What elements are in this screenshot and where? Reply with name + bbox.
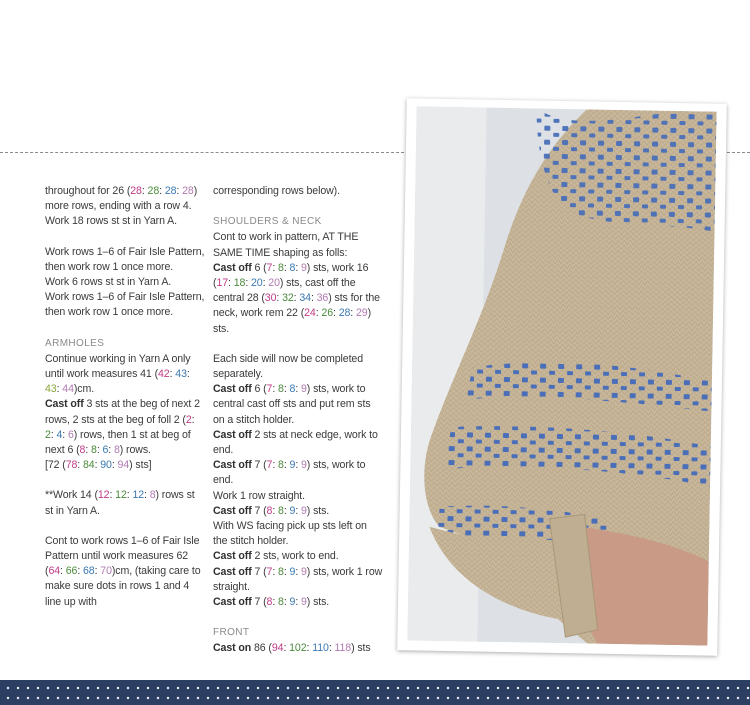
paragraph: [213, 428, 383, 458]
text-run: :: [350, 307, 356, 320]
paragraph: Work 6 rows st st in Yarn A.: [45, 276, 172, 289]
size-value: 70: [100, 565, 112, 578]
size-value: 2: [185, 413, 192, 426]
size-value: 68: [83, 565, 95, 578]
size-value: 9: [289, 504, 296, 517]
size-value: 43: [175, 368, 187, 381]
sweater-illustration: [407, 106, 716, 645]
text-run: :: [62, 428, 68, 441]
text-run: :: [283, 596, 290, 609]
size-value: 28: [147, 185, 160, 197]
size-value: 8: [278, 565, 284, 578]
size-value: 42: [158, 368, 170, 381]
text-run: :: [94, 459, 101, 472]
text-run: ) sts]: [129, 459, 152, 472]
section-heading-shoulders: SHOULDERS & NECK: [213, 216, 322, 228]
text-run: :: [276, 292, 283, 305]
size-value: 8: [266, 596, 273, 609]
size-value: 30: [264, 292, 277, 305]
text-run: ) sts: [351, 642, 371, 655]
size-value: 9: [301, 596, 307, 609]
text-run: ) more rows, ending with a row 4.: [45, 185, 198, 213]
instruction-keyword: Cast off: [213, 596, 252, 609]
text-run: :: [77, 565, 83, 578]
size-value: 7: [266, 261, 273, 274]
text-run: )cm, (taking care to make sure dots in rows 1 and 4 line up with: [45, 565, 201, 608]
text-run: 2 sts, work to end.: [251, 550, 339, 563]
text-run: Continue working in Yarn A only until work measures 41 (: [45, 352, 191, 381]
text-run: ) sts.: [306, 504, 330, 517]
paragraph: [213, 595, 383, 610]
size-value: 6: [102, 444, 109, 457]
paragraph: [45, 534, 205, 610]
text-run: 86 (: [251, 642, 272, 655]
size-value: 12: [97, 489, 110, 502]
size-value: 28: [338, 307, 351, 320]
text-run: ) sts.: [306, 596, 330, 609]
instruction-keyword: Cast off: [213, 504, 252, 517]
size-value: 17: [216, 277, 229, 290]
size-value: 9: [301, 565, 307, 578]
text-run: :: [94, 565, 101, 578]
size-value: 9: [301, 261, 307, 274]
text-run: :: [141, 185, 148, 197]
size-value: 36: [316, 292, 329, 305]
text-run: :: [310, 292, 317, 305]
size-value: 64: [48, 565, 61, 578]
size-value: 8: [79, 444, 86, 457]
text-run: 3 sts at the beg of next 2 rows, 2 sts at the beg of foll 2 (: [45, 398, 200, 426]
instruction-keyword: Cast off: [213, 261, 252, 274]
size-value: 8: [149, 489, 156, 502]
text-run: ) sts.: [213, 307, 371, 335]
instruction-keyword: Cast on: [213, 642, 252, 655]
text-run: ) sts, cast off the central 28 (: [213, 277, 356, 305]
size-value: 12: [132, 489, 145, 502]
size-value: 29: [355, 307, 368, 320]
paragraph: Each side will now be completed separately.: [213, 352, 364, 381]
size-value: 8: [91, 444, 97, 457]
text-run: :: [295, 596, 301, 609]
paragraph: Work 1 row straight.: [213, 489, 305, 502]
text-run: :: [109, 489, 116, 502]
size-value: 8: [278, 261, 284, 274]
size-value: 94: [271, 642, 284, 655]
size-value: 8: [289, 383, 296, 396]
size-value: 34: [299, 292, 311, 305]
size-value: 6: [67, 428, 74, 441]
paragraph: Work rows 1–6 of Fair Isle Pattern, then work row 1 once more.: [45, 245, 205, 273]
size-value: 24: [304, 307, 316, 320]
text-run: :: [272, 504, 279, 517]
text-run: **Work 14 (: [45, 489, 98, 502]
size-value: 7: [266, 383, 273, 396]
text-run: :: [295, 459, 301, 472]
text-run: :: [295, 504, 301, 517]
size-value: 78: [65, 459, 78, 472]
text-run: :: [56, 383, 63, 396]
size-value: 9: [301, 383, 307, 396]
text-run: ) sts, work to end.: [213, 459, 366, 487]
text-run: :: [295, 383, 301, 396]
text-run: [72 (: [45, 459, 66, 472]
size-value: 44: [62, 383, 74, 396]
size-value: 8: [278, 504, 284, 517]
size-value: 4: [56, 428, 63, 441]
size-value: 8: [278, 596, 284, 609]
text-run: :: [283, 642, 290, 655]
size-value: 8: [278, 383, 284, 396]
paragraph: corresponding rows below).: [213, 185, 340, 197]
size-value: 28: [130, 185, 142, 197]
size-value: 9: [289, 459, 296, 472]
size-value: 2: [45, 428, 51, 441]
text-run: :: [295, 261, 301, 274]
size-value: 43: [45, 383, 57, 396]
section-heading-front: FRONT: [213, 627, 250, 639]
text-run: 6 (: [251, 261, 267, 274]
text-run: ) sts, work 1 row straight.: [213, 565, 383, 593]
size-value: 28: [182, 185, 194, 197]
size-value: 28: [164, 185, 177, 197]
text-run: :: [85, 444, 92, 457]
instruction-keyword: Cast off: [213, 565, 252, 578]
text-run: :: [144, 489, 150, 502]
paragraph: [213, 261, 383, 337]
size-value: 8: [113, 444, 120, 457]
paragraph: [213, 549, 383, 564]
text-run: 7 (: [251, 596, 267, 609]
text-run: :: [169, 368, 176, 381]
size-value: 8: [278, 459, 284, 472]
text-run: :: [272, 596, 279, 609]
size-value: 7: [266, 565, 273, 578]
size-value: 32: [282, 292, 294, 305]
text-run: :: [50, 428, 57, 441]
text-run: :: [60, 565, 66, 578]
size-value: 18: [233, 277, 246, 290]
paragraph: [45, 488, 205, 518]
text-run: ) sts, work to central cast off sts and put rem sts on a stitch holder.: [213, 383, 371, 426]
pattern-column-left: [45, 184, 205, 610]
text-run: :: [283, 261, 290, 274]
size-value: 20: [251, 277, 263, 290]
instruction-keyword: Cast off: [213, 459, 252, 472]
size-value: 9: [289, 565, 296, 578]
instruction-keyword: Cast off: [213, 383, 252, 396]
paragraph: With WS facing pick up sts left on the stitch holder.: [213, 520, 367, 548]
text-run: :: [283, 565, 290, 578]
paragraph: [45, 397, 205, 458]
text-run: :: [283, 459, 290, 472]
text-run: :: [272, 261, 279, 274]
instruction-keyword: Cast off: [213, 550, 252, 563]
text-run: :: [272, 565, 279, 578]
paragraph: [45, 458, 205, 473]
paragraph: [45, 352, 205, 398]
size-value: 94: [117, 459, 130, 472]
pattern-column-right: [213, 184, 383, 657]
text-run: ) sts, work 16 (: [213, 261, 369, 290]
size-value: 12: [115, 489, 127, 502]
text-run: :: [262, 277, 269, 290]
sweater-photo: [407, 106, 716, 645]
text-run: 6 (: [251, 383, 267, 396]
size-value: 9: [301, 504, 307, 517]
paragraph: [45, 184, 205, 214]
paragraph: [213, 382, 383, 428]
text-run: :: [295, 565, 301, 578]
paragraph: Work rows 1–6 of Fair Isle Pattern, then work row 1 once more.: [45, 291, 205, 319]
size-value: 8: [289, 261, 296, 274]
text-run: )cm.: [73, 383, 95, 396]
text-run: :: [333, 307, 339, 320]
text-run: 2 sts at neck edge, work to end.: [213, 428, 378, 457]
text-run: 7 (: [251, 565, 267, 578]
text-run: :: [77, 459, 83, 472]
text-run: ) sts for the neck, work rem 22 (: [213, 292, 380, 320]
size-value: 110: [312, 642, 329, 655]
text-run: :: [176, 185, 183, 197]
text-run: :: [159, 185, 165, 197]
text-run: ) rows st st in Yarn A.: [45, 489, 195, 517]
footer-dotted-band: [0, 680, 750, 705]
text-run: :: [328, 642, 335, 655]
text-run: :: [293, 292, 300, 305]
paragraph: [213, 641, 383, 656]
size-value: 84: [82, 459, 95, 472]
size-value: 118: [334, 642, 352, 655]
paragraph: [213, 458, 383, 488]
text-run: :: [283, 504, 290, 517]
text-run: :: [96, 444, 103, 457]
text-run: :: [306, 642, 313, 655]
text-run: :: [272, 459, 279, 472]
text-run: 7 (: [251, 504, 267, 517]
text-run: :: [228, 277, 234, 290]
text-run: :: [191, 413, 195, 426]
paragraph: [213, 504, 383, 519]
size-value: 90: [100, 459, 112, 472]
instruction-keyword: Cast off: [45, 398, 84, 411]
text-run: ) rows, then 1 st at beg of next 6 (: [45, 428, 191, 457]
text-run: :: [272, 383, 279, 396]
text-run: Cont to work rows 1–6 of Fair Isle Pattern until work measures 62 (: [45, 534, 200, 578]
size-value: 9: [289, 596, 296, 609]
size-value: 9: [301, 459, 307, 472]
text-run: :: [186, 368, 190, 381]
text-run: ) rows.: [119, 444, 151, 457]
text-run: :: [245, 277, 251, 290]
photo-frame: [397, 98, 727, 656]
text-run: :: [315, 307, 322, 320]
size-value: 102: [289, 642, 307, 655]
size-value: 66: [65, 565, 78, 578]
text-run: 7 (: [251, 459, 267, 472]
size-value: 20: [268, 277, 280, 290]
text-run: :: [283, 383, 290, 396]
text-run: :: [108, 444, 114, 457]
size-value: 8: [266, 504, 273, 517]
text-run: throughout for 26 (: [45, 185, 131, 197]
instruction-keyword: Cast off: [213, 428, 252, 441]
size-value: 7: [266, 459, 273, 472]
paragraph: Cont to work in pattern, AT THE SAME TIME shaping as folls:: [213, 231, 359, 259]
text-run: :: [126, 489, 133, 502]
paragraph: [213, 565, 383, 595]
text-run: :: [111, 459, 118, 472]
section-heading-armholes: ARMHOLES: [45, 337, 105, 349]
paragraph: Work 18 rows st st in Yarn A.: [45, 215, 177, 228]
size-value: 26: [321, 307, 333, 320]
